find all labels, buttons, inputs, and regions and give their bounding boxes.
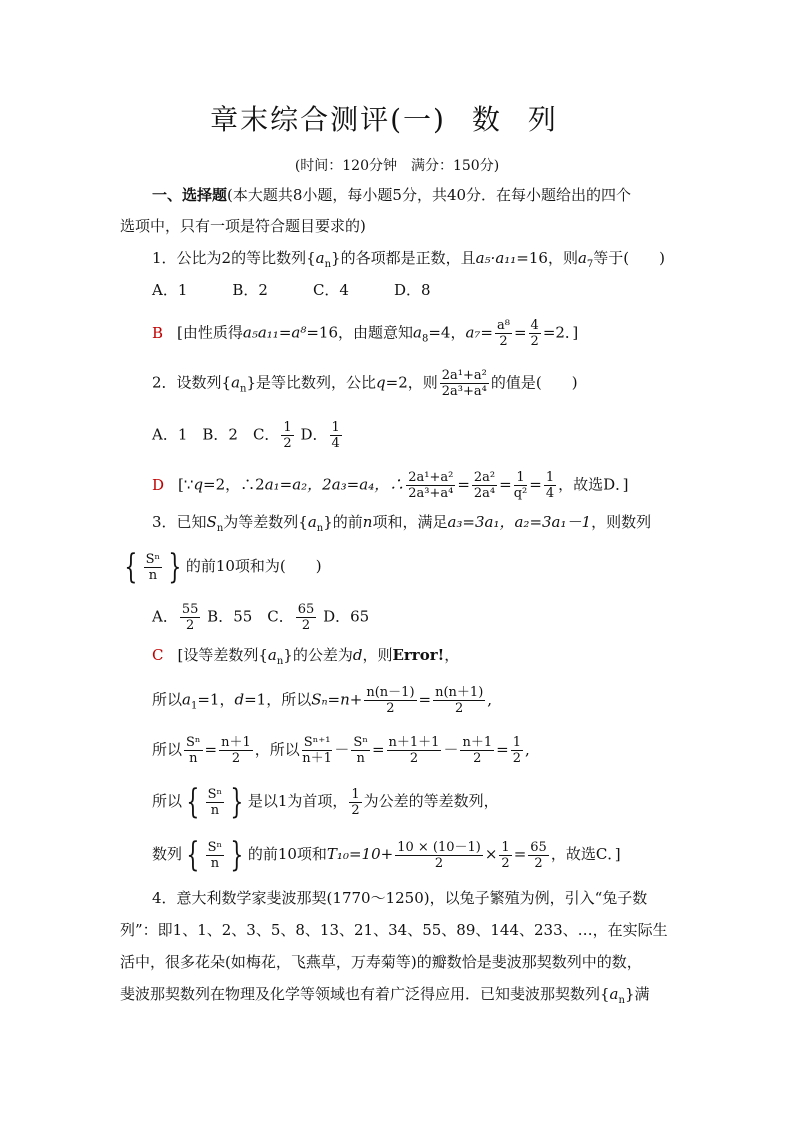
exam-meta: (时间：120分钟 满分：150分)	[294, 158, 500, 174]
q3-stem: 3．已知$S_n$为等差数列$\{a_n\}$的前n项和，满足a₃=3a₁，a₂=3a₁－1，则数列	[152, 513, 652, 534]
q3-line5: 数列 { $\frac{\text{Sⁿ}}{n}$ } 的前10项和T₁₀=10+ $\frac{10 \times (10-1)}{2}$ × $\frac{1}{2}$ = $\frac{65}{2}$ ，故选C．]	[152, 835, 621, 875]
q1-options: A．1 B．2 C．4 D．8	[152, 281, 431, 299]
section1-head: 一、选择题	[152, 186, 228, 204]
q2-answer: D	[152, 475, 165, 494]
section1-text1: (本大题共8小题，每小题5分，共40分．在每小题给出的四个	[227, 186, 632, 204]
q2-stem: 2．设数列$\{a_n\}$是等比数列，公比q=2，则 $\frac{\text{2a¹+a²}}{\text{2a³+a⁴}}$ 的值是( )	[152, 368, 578, 399]
page-title	[0, 98, 794, 138]
q4-line2: 列”：即1、1、2、3、5、8、13、21、34、55、89、144、233、…，在实际生	[120, 921, 668, 939]
q1-explanation: B [由性质得a₅a₁₁=a⁸=16，由题意知$a_8=4$，a₇= $\frac{\text{a⁸}}{2}$ = $\frac{4}{2}$ =2．]	[152, 318, 579, 349]
q3-answer: C	[152, 646, 164, 664]
q3-explanation: C [设等差数列$\{a_n\}$的公差为d，则Error!，	[152, 646, 460, 667]
q3-options: A． $\frac{55}{2}$ B．55 C． $\frac{65}{2}$ D．65	[152, 602, 370, 633]
q3-line2: 所以$a_1=1$，d=1，所以Sₙ=n+ $\frac{n(n-1)}{2}$ = $\frac{n(n+1)}{2}$ ,	[152, 685, 493, 716]
q4-line3: 活中，很多花朵(如梅花，飞燕草，万寿菊等)的瓣数恰是斐波那契数列中的数，	[120, 953, 642, 971]
q2-options: A．1 B．2 C． $\frac{1}{2}$ D． $\frac{1}{4}$	[152, 420, 340, 451]
q3-line3: 所以 $\frac{\text{Sⁿ}}{n}$ = $\frac{n+1}{2}$ ，所以 $\frac{\text{Sⁿ⁺¹}}{n+1}$ － $\frac{\text{Sⁿ}}{n}$ = $\frac{n+1+1}{2}$ － $\frac{n+1}{2}$ = $\frac{1}{2}$ ,	[152, 735, 530, 766]
q3-stem-cont: { $\frac{\text{Sⁿ}}{n}$ } 的前10项和为( )	[124, 547, 322, 587]
q3-line4: 所以 { $\frac{\text{Sⁿ}}{n}$ } 是以1为首项， $\frac{1}{2}$ 为公差的等差数列，	[152, 782, 499, 822]
q4-line4: 斐波那契数列在物理及化学等领域也有着广泛得应用．已知斐波那契数列$\{a_n\}$满	[120, 985, 650, 1006]
section1-line2: 选项中，只有一项是符合题目要求的)	[120, 217, 366, 235]
q1-stem: 1．公比为2的等比数列$\{a_n\}$的各项都是正数，且a₅·a₁₁=16，则$a_7$等于( )	[152, 249, 665, 270]
title-sub: 数列	[471, 103, 584, 136]
q2-explanation: D [∵q=2，∴2a₁=a₂，2a₃=a₄，∴ $\frac{\text{2a¹+a²}}{\text{2a³+a⁴}}$ = $\frac{\text{2a²}}{\text{2a⁴}}$ = $\frac{1}{\text{q²}}$ = $\frac{1}{4}$ ，故选D．]	[152, 470, 629, 501]
q1-answer: B	[152, 323, 164, 342]
title-main: 章末综合测评(一)	[210, 103, 446, 136]
section1-line1	[152, 185, 631, 205]
q4-line1: 4．意大利数学家斐波那契(1770～1250)，以兔子繁殖为例，引入“兔子数	[152, 889, 648, 907]
